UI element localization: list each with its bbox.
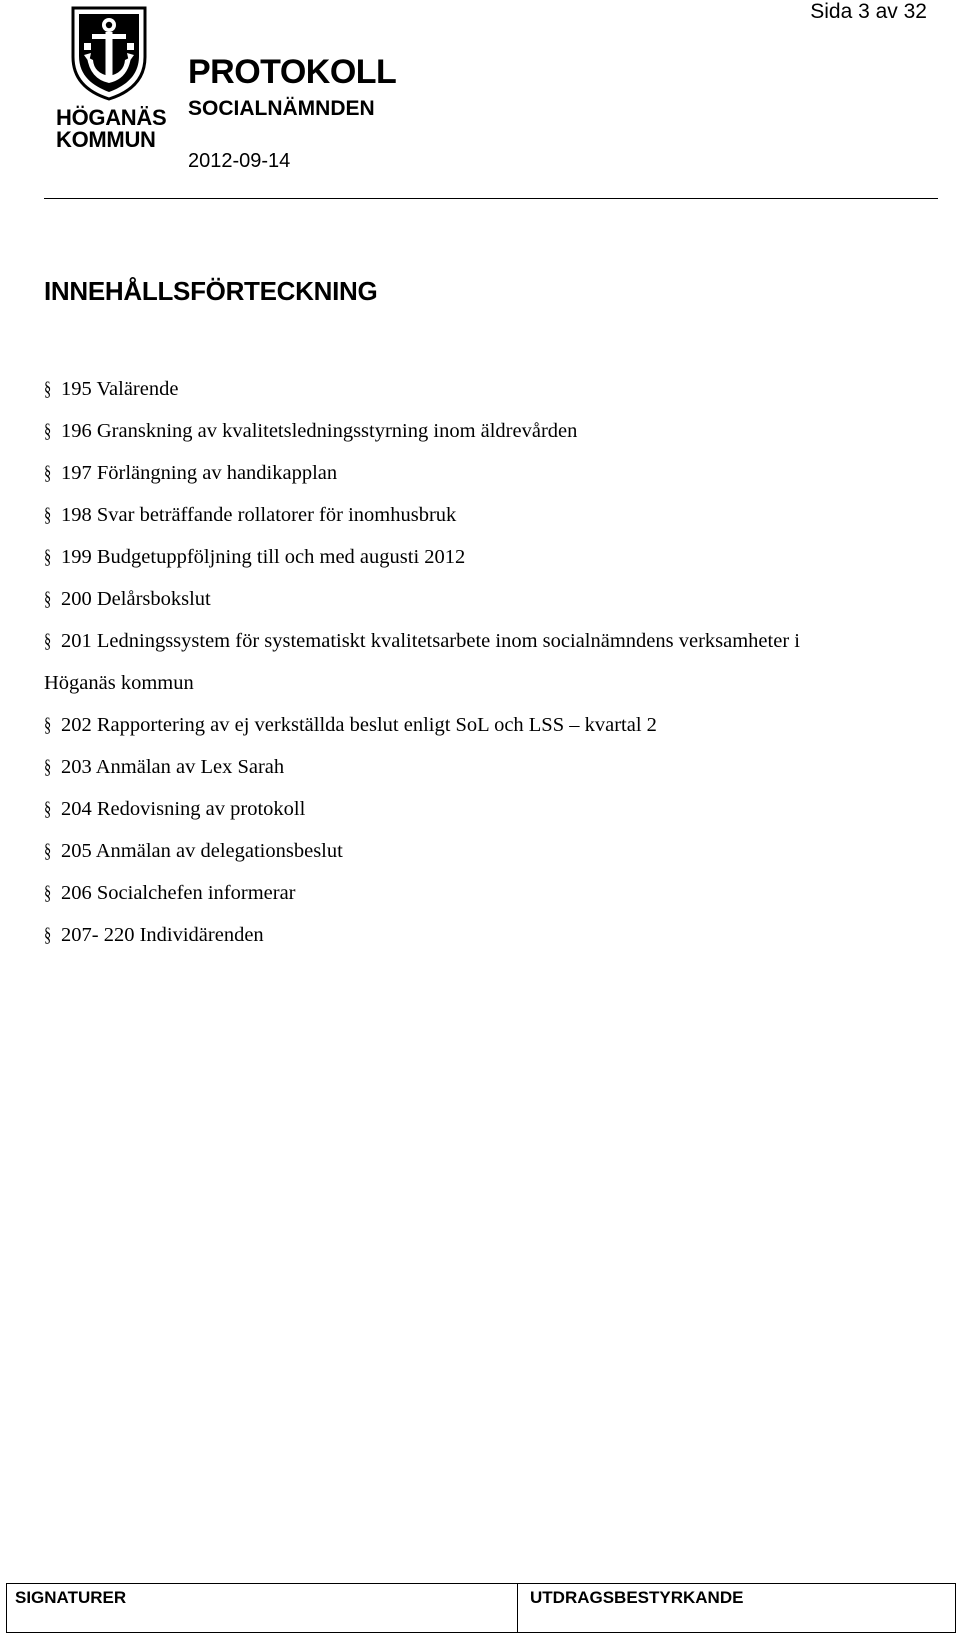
toc-item-text: 206 Socialchefen informerar — [61, 882, 296, 904]
signatures-cell: SIGNATURER — [7, 1584, 518, 1632]
municipality-logo — [56, 5, 168, 157]
toc-item — [44, 410, 944, 452]
toc-item — [44, 872, 944, 914]
committee-name: SOCIALNÄMNDEN — [188, 97, 375, 120]
page-number: Sida 3 av 32 — [810, 0, 927, 23]
section-symbol: § — [44, 462, 52, 484]
toc-item — [44, 452, 944, 494]
toc-item-text: 201 Ledningssystem för systematiskt kvalitetsarbete inom socialnämndens verksamheter i — [61, 630, 800, 652]
toc-item — [44, 494, 944, 536]
toc-item-text: 198 Svar beträffande rollatorer för inomhusbruk — [61, 504, 457, 526]
toc-item — [44, 704, 944, 746]
toc-list — [44, 368, 944, 956]
toc-item-text: 200 Delårsbokslut — [61, 588, 211, 610]
toc-item-text: 203 Anmälan av Lex Sarah — [61, 756, 285, 778]
toc-item-text: 202 Rapportering av ej verkställda beslut enligt SoL och LSS – kvartal 2 — [61, 714, 657, 736]
toc-item-text: 207- 220 Individärenden — [61, 924, 264, 946]
toc-item — [44, 578, 944, 620]
toc-item — [44, 746, 944, 788]
section-symbol: § — [44, 882, 52, 904]
toc-item — [44, 368, 944, 410]
toc-item — [44, 536, 944, 578]
toc-item — [44, 830, 944, 872]
section-symbol: § — [44, 630, 52, 652]
section-symbol: § — [44, 546, 52, 568]
section-symbol: § — [44, 924, 52, 946]
section-symbol: § — [44, 840, 52, 862]
section-symbol: § — [44, 504, 52, 526]
section-symbol: § — [44, 798, 52, 820]
document-date: 2012-09-14 — [188, 150, 291, 172]
extract-certification-cell: UTDRAGSBESTYRKANDE — [530, 1588, 744, 1607]
document-title: PROTOKOLL — [188, 53, 397, 91]
toc-item — [44, 620, 944, 704]
signature-table — [6, 1583, 956, 1633]
toc-item-text: 197 Förlängning av handikapplan — [61, 462, 338, 484]
toc-heading: INNEHÅLLSFÖRTECKNING — [44, 276, 378, 306]
toc-item-text: 205 Anmälan av delegationsbeslut — [61, 840, 343, 862]
toc-item-text: 196 Granskning av kvalitetsledningsstyrning inom äldrevården — [61, 420, 578, 442]
section-symbol: § — [44, 420, 52, 442]
section-symbol: § — [44, 714, 52, 736]
anchor-crest-icon — [70, 5, 148, 101]
header-divider — [44, 198, 938, 199]
section-symbol: § — [44, 588, 52, 610]
toc-item-text: 199 Budgetuppföljning till och med augusti 2012 — [61, 546, 466, 568]
section-symbol: § — [44, 756, 52, 778]
logo-text-line2: KOMMUN — [56, 127, 156, 152]
toc-item-text: 195 Valärende — [61, 378, 179, 400]
logo-text-line1: HÖGANÄS — [56, 105, 167, 130]
toc-item — [44, 788, 944, 830]
toc-item — [44, 914, 944, 956]
toc-item-continuation: Höganäs kommun — [44, 672, 194, 694]
section-symbol: § — [44, 378, 52, 400]
toc-item-text: 204 Redovisning av protokoll — [61, 798, 306, 820]
logo-text — [56, 107, 168, 151]
